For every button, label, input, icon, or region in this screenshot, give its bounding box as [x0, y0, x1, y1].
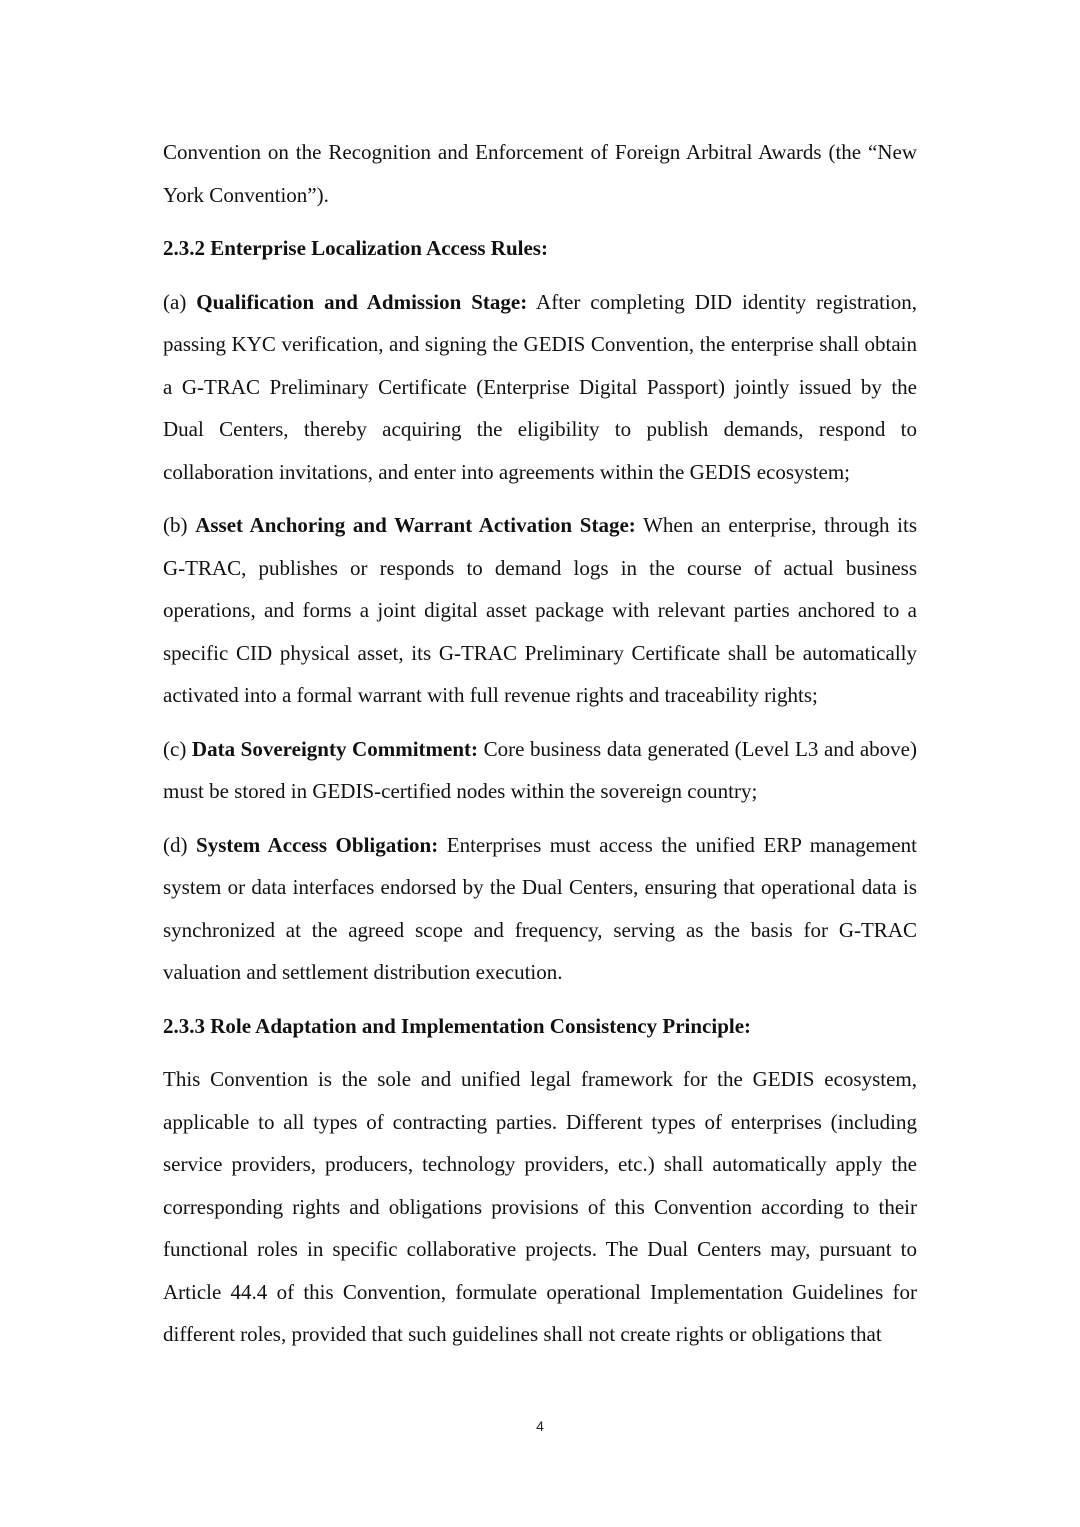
document-body — [163, 131, 917, 1367]
clause-b-title: Asset Anchoring and Warrant Activation Stage: — [195, 513, 636, 537]
section-heading-2-3-3: 2.3.3 Role Adaptation and Implementation Consistency Principle: — [163, 1013, 752, 1038]
clause-d-text: Enterprises must access the unified ERP management system or data interfaces endorsed by the Dual Centers, ensuring that operational data is synchronized at the agreed scope and frequency, serving as the basis for G-TRAC valuation and settlement distribution execution. — [163, 832, 918, 984]
clause-b-marker: (b) — [163, 513, 188, 537]
clause-c — [163, 728, 917, 813]
clause-b-text: When an enterprise, through its G-TRAC, publishes or responds to demand logs in the course of actual business operations, and forms a joint digital asset package with relevant parties anchored to a specific CID physical asset, its G-TRAC Preliminary Certificate shall be automatically activated into a formal warrant with full revenue rights and traceability rights; — [163, 513, 917, 707]
clause-a-title: Qualification and Admission Stage: — [196, 289, 528, 314]
clause-a-marker: (a) — [163, 289, 187, 314]
clause-b — [163, 504, 917, 717]
page-number: 4 — [536, 1418, 544, 1434]
clause-c-title: Data Sovereignty Commitment: — [191, 736, 479, 761]
clause-d-marker: (d) — [163, 832, 188, 857]
clause-d — [163, 824, 917, 994]
clause-a-text: After completing DID identity registration, passing KYC verification, and signing the GEDIS Convention, the enterprise shall obtain a G-TRAC Preliminary Certificate (Enterprise Digital Passport) jointly issued by the Dual Centers, thereby acquiring the eligibility to publish demands, respond to collaboration invitations, and enter into agreements within the GEDIS ecosystem; — [163, 289, 918, 484]
clause-d-title: System Access Obligation: — [196, 832, 439, 857]
clause-c-marker: (c) — [163, 736, 187, 761]
section-2-3-3-paragraph: This Convention is the sole and unified legal framework for the GEDIS ecosystem, applicable to all types of contracting parties. Different types of enterprises (including service providers, producers, technology providers, etc.) shall automatically apply the corresponding rights and obligations provisions of this Convention according to their functional roles in specific collaborative projects. The Dual Centers may, pursuant to Article 44.4 of this Convention, formulate operational Implementation Guidelines for different roles, provided that such guidelines shall not create rights or obligations that — [163, 1067, 917, 1346]
section-heading-2-3-2: 2.3.2 Enterprise Localization Access Rules: — [163, 236, 548, 260]
clause-c-text: Core business data generated (Level L3 and above) must be stored in GEDIS-certified nodes within the sovereign country; — [163, 736, 918, 803]
clause-a — [163, 281, 917, 494]
intro-paragraph: Convention on the Recognition and Enforcement of Foreign Arbitral Awards (the “New York Convention”). — [163, 140, 917, 207]
